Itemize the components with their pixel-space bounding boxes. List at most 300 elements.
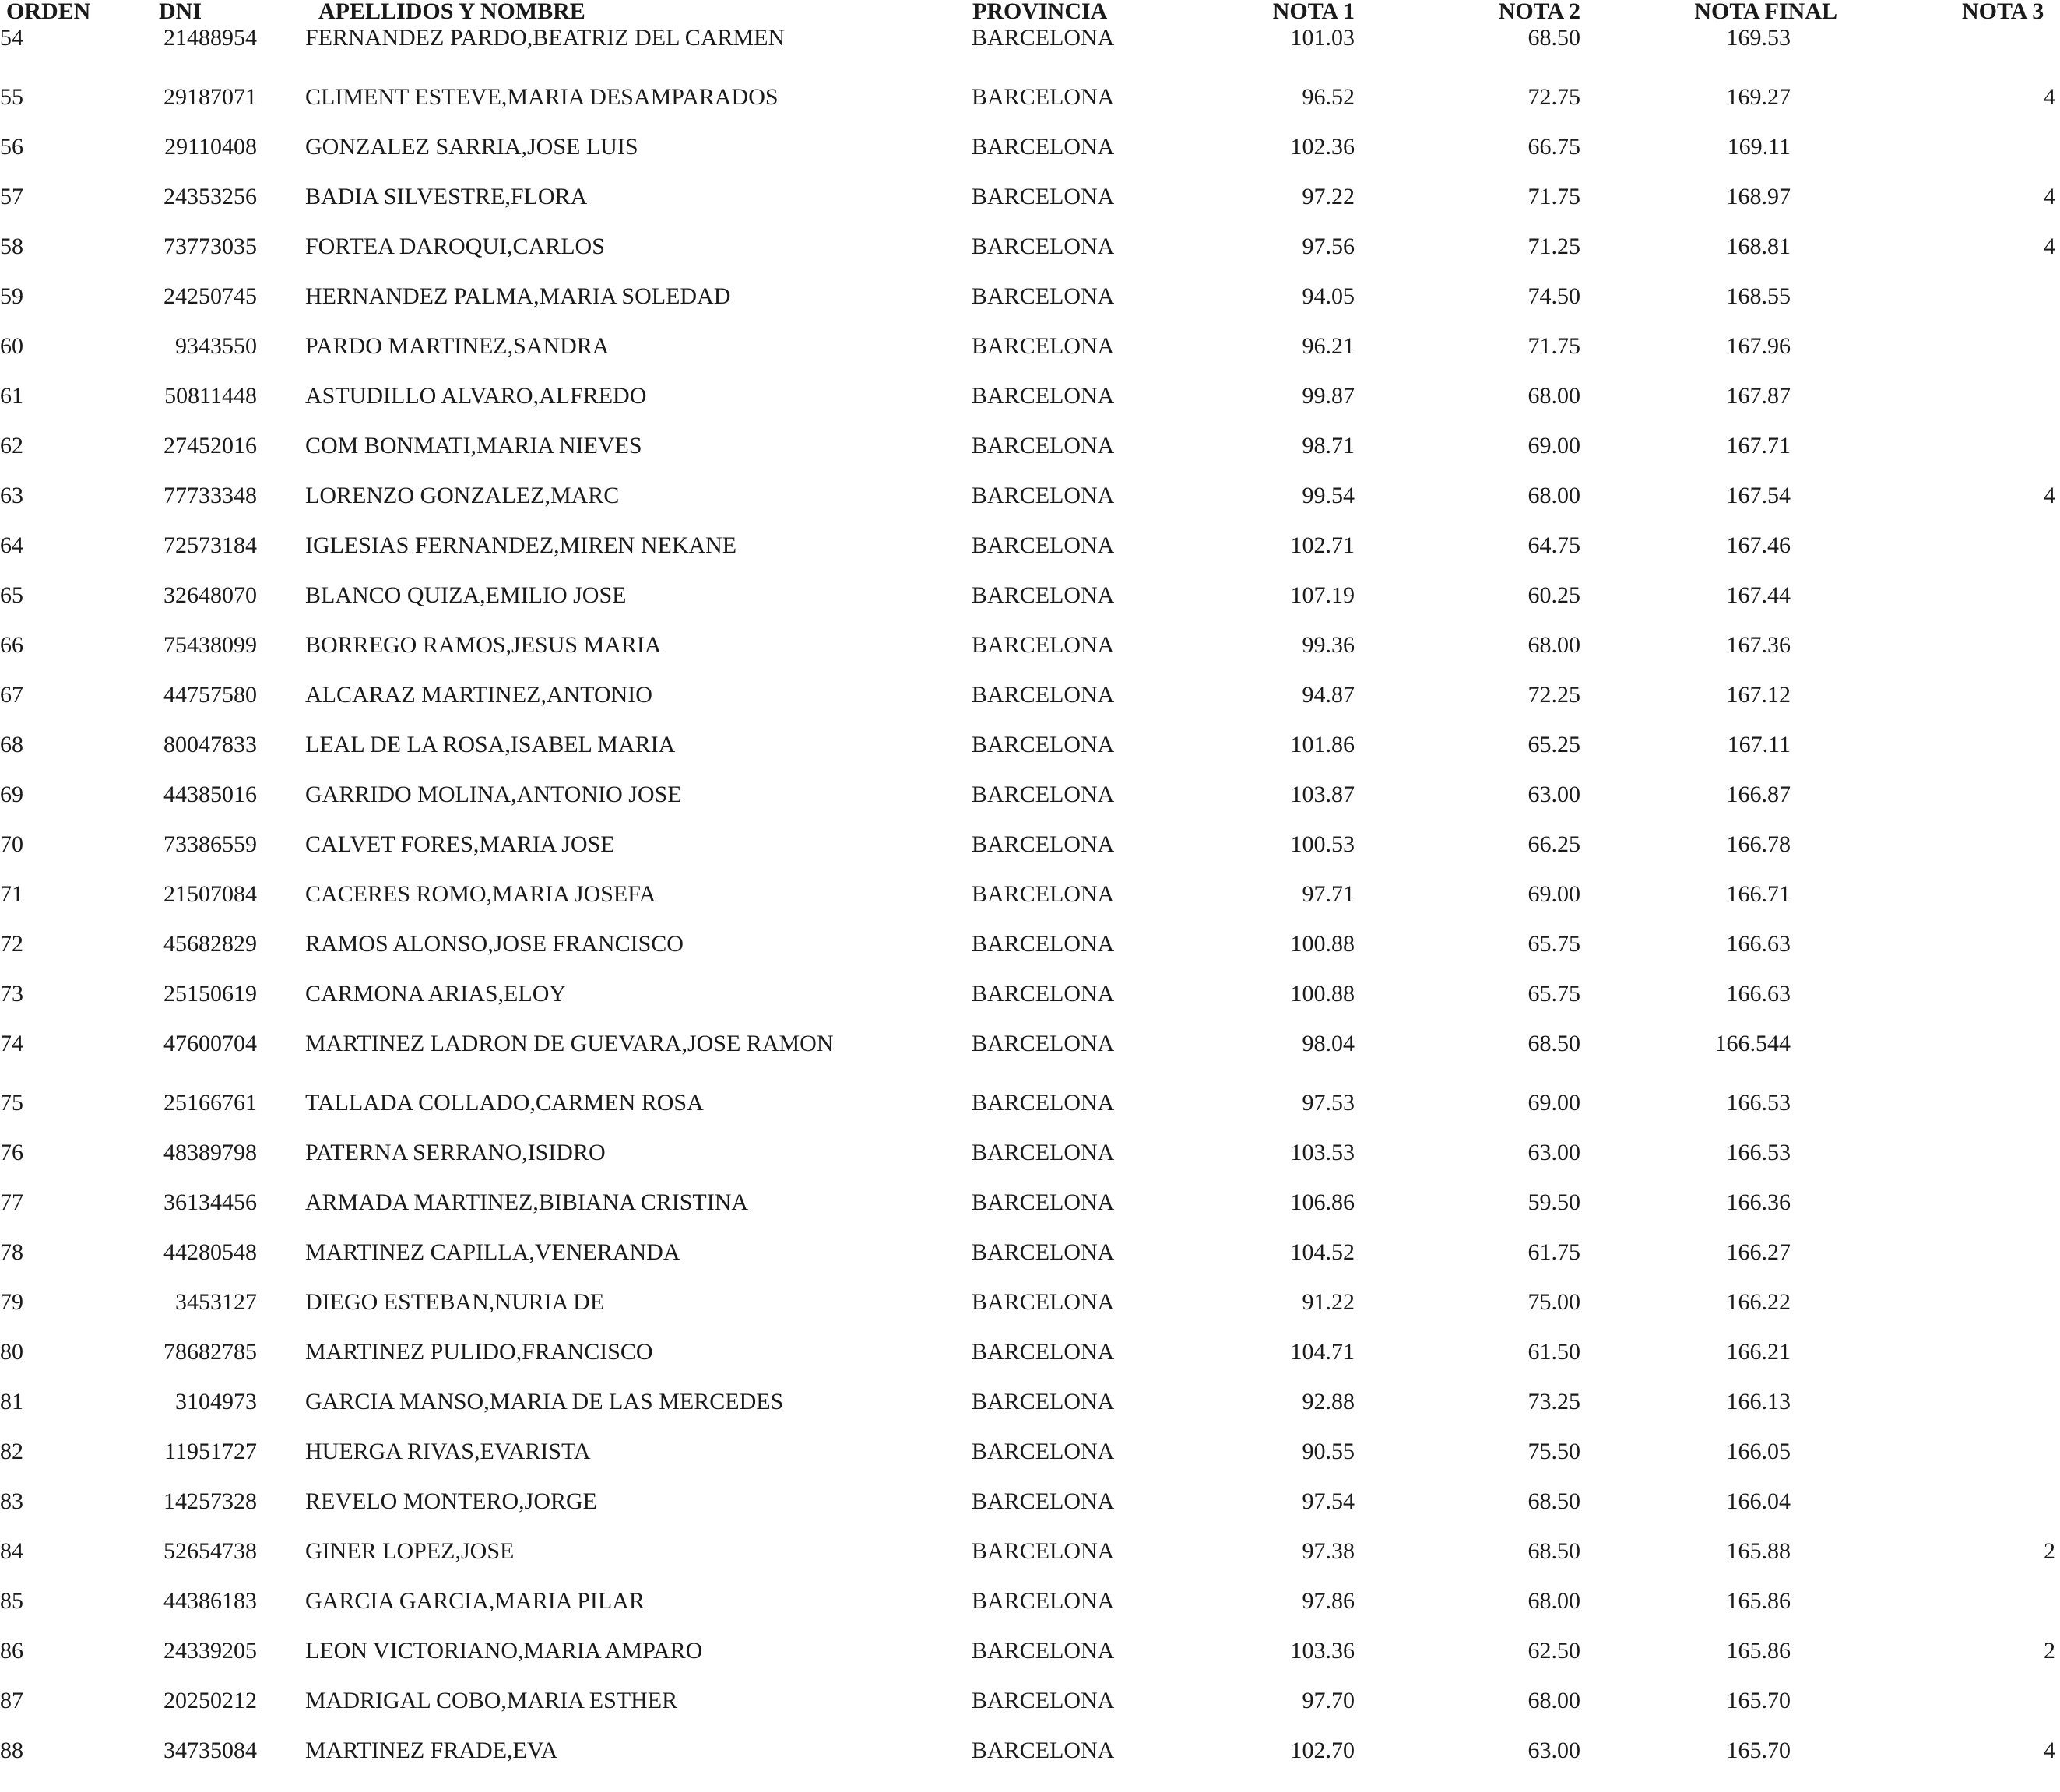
- cell-nota-final: 167.54: [1726, 483, 1791, 508]
- header-nombre: APELLIDOS Y NOMBRE: [318, 0, 585, 24]
- cell-provincia: BARCELONA: [972, 1738, 1115, 1763]
- cell-orden: 76: [0, 1140, 23, 1165]
- cell-dni: 11951727: [164, 1439, 257, 1464]
- table-row: [0, 1678, 2060, 1724]
- cell-nota-final: 167.11: [1727, 732, 1791, 757]
- table-row: [0, 223, 2060, 270]
- cell-provincia: BARCELONA: [972, 383, 1115, 409]
- cell-nota3: [1946, 1478, 2055, 1525]
- cell-nombre: LEAL DE LA ROSA,ISABEL MARIA: [305, 732, 676, 757]
- cell-orden: 65: [0, 582, 23, 608]
- cell-nota1: 103.36: [1290, 1638, 1355, 1664]
- cell-orden: 68: [0, 732, 23, 757]
- header-nota1: NOTA 1: [1272, 0, 1355, 24]
- table-row: [0, 1021, 2060, 1067]
- cell-nota1: 100.53: [1290, 831, 1355, 857]
- cell-dni: 52654738: [163, 1538, 257, 1564]
- cell-nota3: [1946, 1379, 2055, 1425]
- cell-orden: 55: [0, 84, 23, 110]
- cell-dni: 34735084: [163, 1738, 257, 1763]
- cell-provincia: BARCELONA: [972, 1389, 1115, 1414]
- cell-orden: 56: [0, 134, 23, 160]
- cell-nota2: 71.75: [1527, 333, 1580, 359]
- cell-nota2: 66.75: [1527, 134, 1580, 160]
- cell-nota2: 61.75: [1527, 1239, 1580, 1265]
- cell-nota2: 60.25: [1527, 582, 1580, 608]
- cell-nota1: 97.54: [1302, 1488, 1355, 1514]
- cell-provincia: BARCELONA: [972, 1638, 1115, 1664]
- cell-provincia: BARCELONA: [972, 532, 1115, 558]
- cell-nombre: MARTINEZ CAPILLA,VENERANDA: [305, 1239, 680, 1265]
- cell-nombre: PATERNA SERRANO,ISIDRO: [305, 1140, 606, 1165]
- cell-dni: 73773035: [163, 234, 257, 259]
- cell-nota1: 99.36: [1302, 632, 1355, 658]
- cell-provincia: BARCELONA: [972, 333, 1115, 359]
- cell-nota3: [1946, 672, 2055, 719]
- cell-dni: 24250745: [163, 283, 257, 309]
- cell-nombre: HUERGA RIVAS,EVARISTA: [305, 1439, 591, 1464]
- cell-nota-final: 165.88: [1726, 1538, 1791, 1564]
- cell-nota2: 69.00: [1527, 1090, 1580, 1116]
- cell-nota2: 69.00: [1527, 433, 1580, 459]
- cell-nota2: 65.75: [1527, 931, 1580, 957]
- cell-nombre: MARTINEZ LADRON DE GUEVARA,JOSE RAMON: [305, 1031, 834, 1056]
- cell-orden: 64: [0, 532, 23, 558]
- cell-nota2: 68.00: [1527, 1688, 1580, 1713]
- cell-nota2: 68.50: [1527, 1538, 1580, 1564]
- cell-nota2: 63.00: [1527, 782, 1580, 807]
- table-row: [0, 1080, 2060, 1126]
- cell-nota3: [1946, 373, 2055, 420]
- cell-nombre: COM BONMATI,MARIA NIEVES: [305, 433, 642, 459]
- cell-dni: 72573184: [163, 532, 257, 558]
- cell-orden: 82: [0, 1439, 23, 1464]
- cell-nota1: 98.04: [1302, 1031, 1355, 1056]
- cell-nombre: GINER LOPEZ,JOSE: [305, 1538, 515, 1564]
- cell-provincia: BARCELONA: [972, 134, 1115, 160]
- table-row: [0, 771, 2060, 818]
- cell-nota3: [1946, 572, 2055, 619]
- cell-provincia: BARCELONA: [972, 682, 1115, 708]
- cell-nota2: 68.50: [1527, 25, 1580, 51]
- cell-provincia: BARCELONA: [972, 1688, 1115, 1713]
- table-row: [0, 473, 2060, 519]
- cell-nota3: [1946, 971, 2055, 1017]
- cell-nota2: 72.25: [1527, 682, 1580, 708]
- cell-orden: 84: [0, 1538, 23, 1564]
- cell-nota-final: 166.22: [1726, 1289, 1791, 1315]
- cell-provincia: BARCELONA: [972, 25, 1115, 51]
- cell-nota2: 65.75: [1527, 981, 1580, 1007]
- cell-nota3: [1946, 423, 2055, 469]
- cell-nota2: 75.50: [1527, 1439, 1580, 1464]
- cell-nombre: MARTINEZ PULIDO,FRANCISCO: [305, 1339, 653, 1365]
- cell-nota3: [1946, 323, 2055, 370]
- cell-nota1: 90.55: [1302, 1439, 1355, 1464]
- cell-nota2: 61.50: [1527, 1339, 1580, 1365]
- cell-dni: 73386559: [163, 831, 257, 857]
- cell-nota-final: 166.53: [1726, 1140, 1791, 1165]
- cell-dni: 29187071: [163, 84, 257, 110]
- header-orden: ORDEN: [6, 0, 91, 24]
- table-row: [0, 15, 2060, 61]
- cell-provincia: BARCELONA: [972, 1090, 1115, 1116]
- cell-orden: 80: [0, 1339, 23, 1365]
- cell-nombre: LORENZO GONZALEZ,MARC: [305, 483, 620, 508]
- table-row: [0, 921, 2060, 968]
- cell-dni: 32648070: [163, 582, 257, 608]
- cell-orden: 69: [0, 782, 23, 807]
- cell-provincia: BARCELONA: [972, 283, 1115, 309]
- cell-nota2: 63.00: [1527, 1140, 1580, 1165]
- cell-nombre: PARDO MARTINEZ,SANDRA: [305, 333, 610, 359]
- cell-nota2: 59.50: [1527, 1189, 1580, 1215]
- table-row: [0, 423, 2060, 469]
- cell-nota2: 66.25: [1527, 831, 1580, 857]
- table-row: [0, 971, 2060, 1017]
- cell-provincia: BARCELONA: [972, 1439, 1115, 1464]
- cell-nota1: 94.87: [1302, 682, 1355, 708]
- cell-dni: 47600704: [163, 1031, 257, 1056]
- cell-nota3: 2: [2044, 1538, 2055, 1564]
- cell-nota-final: 167.44: [1726, 582, 1791, 608]
- cell-nota3: [1946, 273, 2055, 320]
- cell-nota2: 68.00: [1527, 383, 1580, 409]
- cell-nombre: MARTINEZ FRADE,EVA: [305, 1738, 558, 1763]
- cell-dni: 25150619: [163, 981, 257, 1007]
- cell-nombre: ALCARAZ MARTINEZ,ANTONIO: [305, 682, 652, 708]
- cell-nombre: CLIMENT ESTEVE,MARIA DESAMPARADOS: [305, 84, 779, 110]
- cell-orden: 70: [0, 831, 23, 857]
- cell-nota1: 97.86: [1302, 1588, 1355, 1614]
- cell-nota1: 103.53: [1290, 1140, 1355, 1165]
- cell-nota3: [1946, 124, 2055, 170]
- cell-nombre: GONZALEZ SARRIA,JOSE LUIS: [305, 134, 638, 160]
- cell-orden: 61: [0, 383, 23, 409]
- cell-nombre: HERNANDEZ PALMA,MARIA SOLEDAD: [305, 283, 731, 309]
- cell-nota3: 4: [2044, 483, 2055, 508]
- cell-orden: 67: [0, 682, 23, 708]
- table-row: [0, 1428, 2060, 1475]
- cell-orden: 74: [0, 1031, 23, 1056]
- cell-orden: 62: [0, 433, 23, 459]
- cell-nota1: 94.05: [1302, 283, 1355, 309]
- cell-nota-final: 167.71: [1726, 433, 1791, 459]
- table-row: [0, 821, 2060, 868]
- cell-nota1: 102.36: [1290, 134, 1355, 160]
- header-dni: DNI: [159, 0, 202, 24]
- table-row: [0, 74, 2060, 121]
- cell-provincia: BARCELONA: [972, 1189, 1115, 1215]
- cell-nota-final: 167.87: [1726, 383, 1791, 409]
- cell-nota3: [1946, 15, 2055, 61]
- cell-provincia: BARCELONA: [972, 981, 1115, 1007]
- cell-provincia: BARCELONA: [972, 881, 1115, 907]
- table-row: [0, 871, 2060, 918]
- cell-nota3: [1946, 921, 2055, 968]
- cell-nombre: ARMADA MARTINEZ,BIBIANA CRISTINA: [305, 1189, 749, 1215]
- cell-dni: 48389798: [163, 1140, 257, 1165]
- table-row: [0, 1229, 2060, 1276]
- cell-nota2: 64.75: [1527, 532, 1580, 558]
- cell-dni: 14257328: [163, 1488, 257, 1514]
- cell-orden: 63: [0, 483, 23, 508]
- cell-nota2: 68.00: [1527, 483, 1580, 508]
- table-row: [0, 722, 2060, 768]
- cell-nota-final: 167.96: [1726, 333, 1791, 359]
- table-row: [0, 323, 2060, 370]
- cell-provincia: BARCELONA: [972, 1488, 1115, 1514]
- cell-orden: 85: [0, 1588, 23, 1614]
- header-nota2: NOTA 2: [1498, 0, 1580, 24]
- cell-nota-final: 166.63: [1726, 931, 1791, 957]
- cell-nota-final: 169.27: [1726, 84, 1791, 110]
- table-row: [0, 174, 2060, 220]
- cell-nota2: 68.50: [1527, 1031, 1580, 1056]
- cell-nota2: 71.75: [1527, 184, 1580, 209]
- cell-provincia: BARCELONA: [972, 582, 1115, 608]
- cell-nombre: BLANCO QUIZA,EMILIO JOSE: [305, 582, 627, 608]
- cell-nota-final: 166.71: [1726, 881, 1791, 907]
- table-row: [0, 1727, 2060, 1774]
- cell-nota3: [1946, 1678, 2055, 1724]
- cell-nota-final: 166.36: [1726, 1189, 1791, 1215]
- cell-dni: 50811448: [164, 383, 257, 409]
- cell-nombre: GARCIA GARCIA,MARIA PILAR: [305, 1588, 645, 1614]
- cell-orden: 77: [0, 1189, 23, 1215]
- cell-nombre: CALVET FORES,MARIA JOSE: [305, 831, 615, 857]
- cell-orden: 78: [0, 1239, 23, 1265]
- cell-orden: 60: [0, 333, 23, 359]
- cell-nota1: 101.03: [1290, 25, 1355, 51]
- cell-nota1: 102.70: [1290, 1738, 1355, 1763]
- cell-nota2: 74.50: [1527, 283, 1580, 309]
- table-row: [0, 373, 2060, 420]
- cell-nota1: 102.71: [1290, 532, 1355, 558]
- cell-nota3: [1946, 1428, 2055, 1475]
- cell-nota2: 71.25: [1527, 234, 1580, 259]
- cell-provincia: BARCELONA: [972, 931, 1115, 957]
- cell-dni: 21488954: [163, 25, 257, 51]
- cell-provincia: BARCELONA: [972, 1339, 1115, 1365]
- cell-nota-final: 166.04: [1726, 1488, 1791, 1514]
- cell-nota3: [1946, 821, 2055, 868]
- cell-dni: 3104973: [175, 1389, 257, 1414]
- cell-nota3: [1946, 1130, 2055, 1176]
- cell-nota3: [1946, 1179, 2055, 1226]
- cell-orden: 66: [0, 632, 23, 658]
- cell-nota-final: 165.70: [1726, 1688, 1791, 1713]
- cell-nota1: 96.52: [1302, 84, 1355, 110]
- cell-provincia: BARCELONA: [972, 632, 1115, 658]
- cell-nota1: 97.70: [1302, 1688, 1355, 1713]
- cell-nota2: 68.00: [1527, 632, 1580, 658]
- cell-nota3: [1946, 1279, 2055, 1326]
- cell-nota-final: 167.46: [1726, 532, 1791, 558]
- table-row: [0, 1179, 2060, 1226]
- cell-dni: 36134456: [163, 1189, 257, 1215]
- cell-nombre: FORTEA DAROQUI,CARLOS: [305, 234, 605, 259]
- cell-nota2: 65.25: [1527, 732, 1580, 757]
- cell-nombre: IGLESIAS FERNANDEZ,MIREN NEKANE: [305, 532, 737, 558]
- cell-nota1: 97.56: [1302, 234, 1355, 259]
- table-row: [0, 273, 2060, 320]
- cell-nombre: RAMOS ALONSO,JOSE FRANCISCO: [305, 931, 684, 957]
- cell-orden: 75: [0, 1090, 23, 1116]
- cell-nota1: 99.87: [1302, 383, 1355, 409]
- cell-nota1: 97.38: [1302, 1538, 1355, 1564]
- cell-nota-final: 165.70: [1726, 1738, 1791, 1763]
- cell-nota3: [1946, 871, 2055, 918]
- cell-nota-final: 167.36: [1726, 632, 1791, 658]
- cell-nota1: 96.21: [1302, 333, 1355, 359]
- cell-orden: 79: [0, 1289, 23, 1315]
- cell-nombre: GARCIA MANSO,MARIA DE LAS MERCEDES: [305, 1389, 784, 1414]
- cell-nota-final: 166.544: [1714, 1031, 1791, 1056]
- cell-dni: 3453127: [175, 1289, 257, 1315]
- cell-dni: 20250212: [163, 1688, 257, 1713]
- cell-nota1: 91.22: [1302, 1289, 1355, 1315]
- cell-orden: 81: [0, 1389, 23, 1414]
- cell-nota3: [1946, 1578, 2055, 1625]
- cell-nombre: TALLADA COLLADO,CARMEN ROSA: [305, 1090, 704, 1116]
- cell-dni: 24339205: [163, 1638, 257, 1664]
- cell-provincia: BARCELONA: [972, 1538, 1115, 1564]
- table-row: [0, 622, 2060, 669]
- table-row: [0, 1628, 2060, 1674]
- cell-nota1: 107.19: [1290, 582, 1355, 608]
- cell-nota3: [1946, 771, 2055, 818]
- cell-nombre: BADIA SILVESTRE,FLORA: [305, 184, 588, 209]
- cell-nota3: [1946, 1080, 2055, 1126]
- cell-dni: 44386183: [163, 1588, 257, 1614]
- cell-dni: 75438099: [163, 632, 257, 658]
- cell-nota3: 4: [2044, 1738, 2055, 1763]
- cell-dni: 77733348: [163, 483, 257, 508]
- cell-nombre: CACERES ROMO,MARIA JOSEFA: [305, 881, 656, 907]
- cell-orden: 86: [0, 1638, 23, 1664]
- cell-provincia: BARCELONA: [972, 1289, 1115, 1315]
- cell-nota3: [1946, 722, 2055, 768]
- cell-nombre: GARRIDO MOLINA,ANTONIO JOSE: [305, 782, 682, 807]
- cell-nota1: 103.87: [1290, 782, 1355, 807]
- cell-orden: 57: [0, 184, 23, 209]
- cell-nota2: 68.00: [1527, 1588, 1580, 1614]
- cell-nota2: 63.00: [1527, 1738, 1580, 1763]
- cell-dni: 44757580: [163, 682, 257, 708]
- cell-dni: 27452016: [163, 433, 257, 459]
- cell-provincia: BARCELONA: [972, 782, 1115, 807]
- cell-dni: 25166761: [163, 1090, 257, 1116]
- table-row: [0, 1130, 2060, 1176]
- cell-nota1: 101.86: [1290, 732, 1355, 757]
- cell-dni: 21507084: [163, 881, 257, 907]
- cell-nombre: REVELO MONTERO,JORGE: [305, 1488, 597, 1514]
- cell-dni: 80047833: [163, 732, 257, 757]
- cell-nota2: 68.50: [1527, 1488, 1580, 1514]
- cell-orden: 59: [0, 283, 23, 309]
- table-row: [0, 1279, 2060, 1326]
- cell-provincia: BARCELONA: [972, 84, 1115, 110]
- cell-nota1: 104.52: [1290, 1239, 1355, 1265]
- cell-nota-final: 169.53: [1726, 25, 1791, 51]
- cell-provincia: BARCELONA: [972, 732, 1115, 757]
- cell-nota1: 92.88: [1302, 1389, 1355, 1414]
- table-row: [0, 672, 2060, 719]
- cell-nota1: 100.88: [1290, 931, 1355, 957]
- cell-nota1: 98.71: [1302, 433, 1355, 459]
- cell-dni: 29110408: [164, 134, 257, 160]
- cell-provincia: BARCELONA: [972, 831, 1115, 857]
- table-row: [0, 1528, 2060, 1575]
- cell-dni: 24353256: [163, 184, 257, 209]
- cell-nota1: 104.71: [1290, 1339, 1355, 1365]
- cell-nota3: 4: [2044, 84, 2055, 110]
- cell-nota1: 100.88: [1290, 981, 1355, 1007]
- cell-provincia: BARCELONA: [972, 1239, 1115, 1265]
- cell-nota2: 69.00: [1527, 881, 1580, 907]
- cell-nota-final: 168.97: [1726, 184, 1791, 209]
- cell-nota-final: 166.78: [1726, 831, 1791, 857]
- cell-nota3: 4: [2044, 234, 2055, 259]
- cell-dni: 78682785: [163, 1339, 257, 1365]
- table-row: [0, 522, 2060, 569]
- header-provincia: PROVINCIA: [972, 0, 1108, 24]
- cell-nota3: [1946, 1021, 2055, 1067]
- cell-nota-final: 166.87: [1726, 782, 1791, 807]
- cell-nota1: 106.86: [1290, 1189, 1355, 1215]
- cell-provincia: BARCELONA: [972, 184, 1115, 209]
- cell-nota1: 97.71: [1302, 881, 1355, 907]
- cell-nota-final: 165.86: [1726, 1638, 1791, 1664]
- table-row: [0, 1578, 2060, 1625]
- cell-nota3: [1946, 622, 2055, 669]
- header-nota3: NOTA 3: [1962, 0, 2044, 24]
- cell-provincia: BARCELONA: [972, 433, 1115, 459]
- header-nota-final: NOTA FINAL: [1694, 0, 1837, 24]
- cell-nombre: ASTUDILLO ALVARO,ALFREDO: [305, 383, 647, 409]
- cell-nombre: CARMONA ARIAS,ELOY: [305, 981, 567, 1007]
- cell-nota-final: 165.86: [1726, 1588, 1791, 1614]
- cell-nota-final: 168.55: [1726, 283, 1791, 309]
- cell-provincia: BARCELONA: [972, 1588, 1115, 1614]
- cell-nota-final: 166.63: [1726, 981, 1791, 1007]
- cell-nota-final: 166.13: [1726, 1389, 1791, 1414]
- cell-nota3: [1946, 1229, 2055, 1276]
- cell-nota1: 97.22: [1302, 184, 1355, 209]
- cell-dni: 45682829: [163, 931, 257, 957]
- cell-provincia: BARCELONA: [972, 234, 1115, 259]
- cell-nota2: 73.25: [1527, 1389, 1580, 1414]
- cell-nombre: BORREGO RAMOS,JESUS MARIA: [305, 632, 662, 658]
- cell-nombre: MADRIGAL COBO,MARIA ESTHER: [305, 1688, 678, 1713]
- cell-orden: 88: [0, 1738, 23, 1763]
- cell-nota3: 4: [2044, 184, 2055, 209]
- cell-nota2: 62.50: [1527, 1638, 1580, 1664]
- cell-nombre: FERNANDEZ PARDO,BEATRIZ DEL CARMEN: [305, 25, 786, 51]
- table-row: [0, 1379, 2060, 1425]
- cell-orden: 58: [0, 234, 23, 259]
- cell-nota-final: 168.81: [1726, 234, 1791, 259]
- cell-dni: 9343550: [175, 333, 257, 359]
- cell-orden: 72: [0, 931, 23, 957]
- cell-nota3: [1946, 1329, 2055, 1376]
- cell-nota1: 99.54: [1302, 483, 1355, 508]
- cell-dni: 44280548: [163, 1239, 257, 1265]
- cell-orden: 87: [0, 1688, 23, 1713]
- cell-orden: 83: [0, 1488, 23, 1514]
- cell-nota3: 2: [2044, 1638, 2055, 1664]
